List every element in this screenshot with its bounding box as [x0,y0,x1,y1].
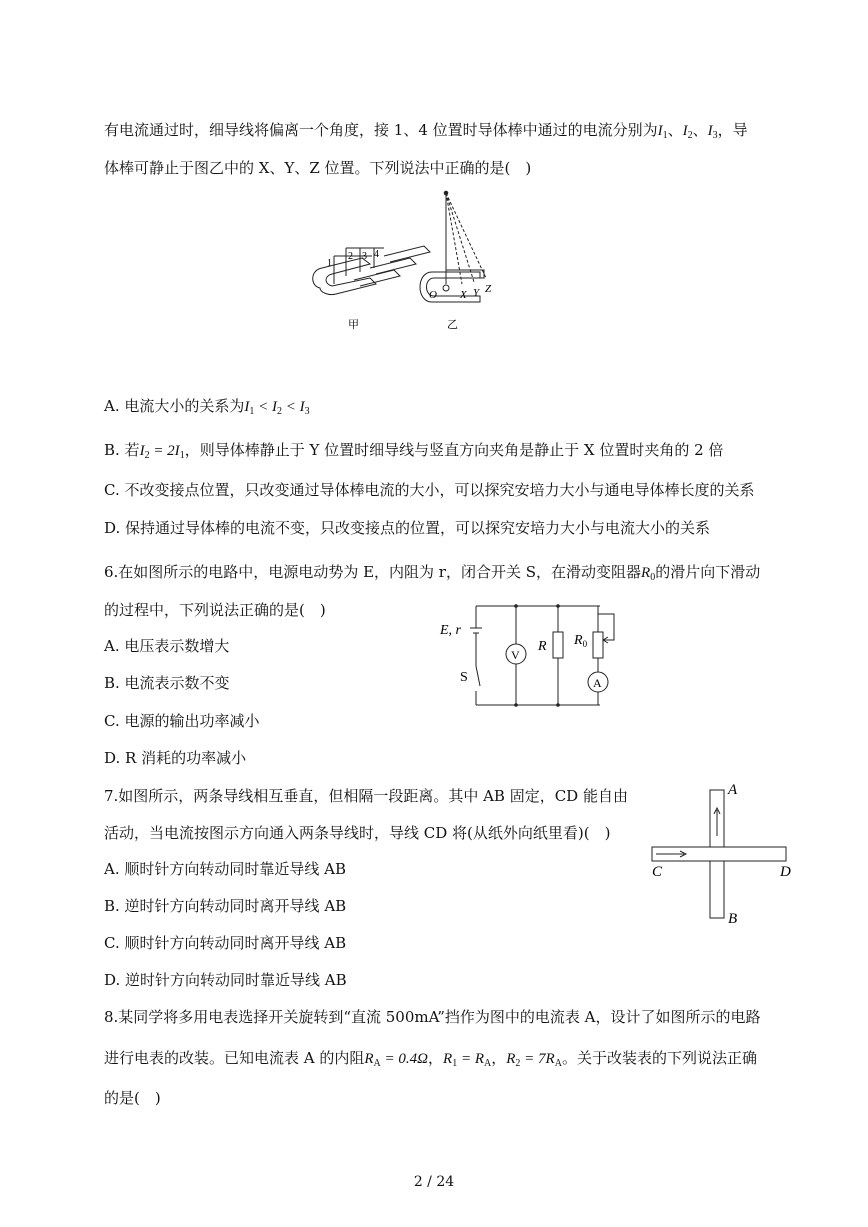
q6-option-b: B. 电流表示数不变 [104,674,230,692]
circuit-label-R: R [538,639,547,654]
fig-label-1: 1 [327,258,332,269]
q7-stem-line1: 7.如图所示，两条导线相互垂直，但相隔一段距离。其中 AB 固定，CD 能自由 [104,787,628,805]
q7-option-b: B. 逆时针方向转动同时离开导线 AB [104,897,347,915]
circuit-label-Er: E, r [440,623,461,638]
fig-label-4: 4 [374,249,379,260]
q6-stem-line2: 的过程中，下列说法正确的是( ) [104,601,326,619]
fig-label-3: 3 [362,251,367,262]
q5-option-c: C. 不改变接点位置，只改变通过导体棒电流的大小，可以探究安培力大小与通电导体棒长度的关系 [104,481,755,499]
fig-label-Z: Z [485,283,492,295]
q8-stem-line1: 8.某同学将多用电表选择开关旋转到“直流 500mA”挡作为图中的电流表 A，设计了如图所示的电路 [104,1008,761,1026]
q8-stem-line3: 的是( ) [104,1089,161,1107]
voltmeter-label: V [511,648,520,662]
wire-label-D: D [780,864,791,880]
q5-figure [310,186,510,336]
wire-label-C: C [652,864,663,880]
fig-label-O: O [429,289,437,301]
fig-label-jia: 甲 [348,319,359,331]
q8-stem-line2: 进行电表的改装。已知电流表 A 的内阻$R_A = 0.4\Omega$，$R_1 = R_A$，$R_2 = 7R_A$。关于改装表的下列说法正确 [104,1049,757,1069]
q6-option-c: C. 电源的输出功率减小 [104,712,260,730]
fig-label-X: X [460,289,467,301]
q6-option-a: A. 电压表示数增大 [104,637,230,655]
page-number: 2 / 24 [413,1174,455,1190]
q5-line1: 有电流通过时，细导线将偏离一个角度，接 1、4 位置时导体棒中通过的电流分别为$I_1$、$I_2$、$I_3$，导 [104,121,748,141]
fig-label-yi: 乙 [447,319,458,331]
q5-option-a: A. 电流大小的关系为$I_1 < I_2 < I_3$ [104,397,310,417]
q7-option-a: A. 顺时针方向转动同时靠近导线 AB [104,860,346,878]
q6-circuit-figure [434,596,624,712]
fig-label-Y: Y [473,287,480,299]
q6-option-d: D. R 消耗的功率减小 [104,749,247,767]
q7-option-c: C. 顺时针方向转动同时离开导线 AB [104,934,347,952]
circuit-label-S: S [460,670,468,685]
q6-stem-line1: 6.在如图所示的电路中，电源电动势为 E，内阻为 r，闭合开关 S，在滑动变阻器$R_0$的滑片向下滑动 [104,563,761,583]
q5-option-d: D. 保持通过导体棒的电流不变，只改变接点的位置，可以探究安培力大小与电流大小的关系 [104,519,711,537]
ammeter-label: A [593,676,602,690]
q7-option-d: D. 逆时针方向转动同时靠近导线 AB [104,971,347,989]
circuit-label-R0: $R_0$ [574,633,588,649]
q7-wires-figure [648,780,798,930]
q5-option-b: B. 若$I_2 = 2I_1$，则导体棒静止于 Y 位置时细导线与竖直方向夹角是静止于 X 位置时夹角的 2 倍 [104,441,724,461]
q5-line2: 体棒可静止于图乙中的 X、Y、Z 位置。下列说法中正确的是( ) [104,159,532,177]
wire-label-B: B [728,911,738,927]
fig-label-2: 2 [348,251,353,262]
wire-label-A: A [728,782,738,798]
q7-stem-line2: 活动，当电流按图示方向通入两条导线时，导线 CD 将(从纸外向纸里看)( ) [104,824,611,842]
